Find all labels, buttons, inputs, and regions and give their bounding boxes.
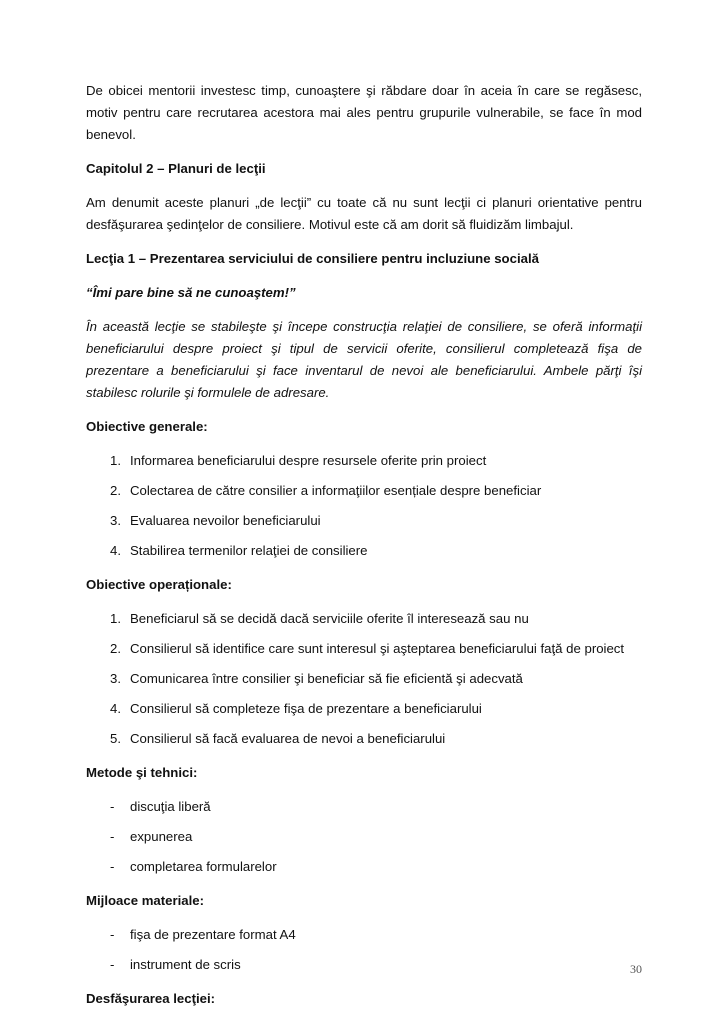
operational-objectives-list (86, 608, 642, 750)
conduct-title: Desfăşurarea lecţiei: (86, 991, 216, 1006)
list-marker: 3. (110, 513, 121, 528)
list-marker: 2. (110, 641, 121, 656)
list-item-text: completarea formularelor (130, 859, 277, 874)
list-item (86, 826, 642, 848)
list-item (86, 796, 642, 818)
methods-title: Metode şi tehnici: (86, 765, 198, 780)
list-item (86, 510, 642, 532)
materials-list (86, 924, 642, 976)
list-item (86, 668, 642, 690)
list-item (86, 954, 642, 976)
lesson-motto: “Îmi pare bine să ne cunoaştem!” (86, 285, 296, 300)
lesson-intro-paragraph: În această lecţie se stabileşte şi începe construcţia relaţiei de consiliere, se oferă informaţii beneficiarului despre proiect şi tipul de servicii oferite, consilierul completează fişa de prezentare a beneficiarului şi face inventarul de nevoi ale beneficiarului. Ambele părţi îşi stabilesc rolurile şi formulele de adresare. (86, 319, 642, 400)
list-item (86, 698, 642, 720)
general-objectives-list (86, 450, 642, 562)
materials-title: Mijloace materiale: (86, 893, 205, 908)
list-item-text: Informarea beneficiarului despre resursele oferite prin proiect (130, 453, 487, 468)
page-number: 30 (630, 962, 642, 976)
list-item (86, 728, 642, 750)
list-marker: 1. (110, 453, 121, 468)
list-item-text: fişa de prezentare format A4 (130, 927, 296, 942)
list-item (86, 608, 642, 630)
list-marker: - (110, 799, 115, 814)
list-item-text: expunerea (130, 829, 193, 844)
list-item-text: Evaluarea nevoilor beneficiarului (130, 513, 321, 528)
list-item-text: instrument de scris (130, 957, 241, 972)
methods-list (86, 796, 642, 878)
list-marker: - (110, 957, 115, 972)
list-marker: - (110, 829, 115, 844)
list-item-text: Consilierul să completeze fişa de prezentare a beneficiarului (130, 701, 482, 716)
list-item-text: Stabilirea termenilor relaţiei de consiliere (130, 543, 368, 558)
list-marker: 2. (110, 483, 121, 498)
list-item (86, 450, 642, 472)
chapter-title: Capitolul 2 – Planuri de lecţii (86, 161, 266, 176)
list-item (86, 638, 642, 660)
list-item-text: Consilierul să facă evaluarea de nevoi a beneficiarului (130, 731, 446, 746)
list-item-text: Colectarea de către consilier a informaţiilor esențiale despre beneficiar (130, 483, 542, 498)
list-marker: - (110, 859, 115, 874)
document-page (86, 80, 642, 1022)
intro-paragraph: De obicei mentorii investesc timp, cunoaştere şi răbdare doar în aceia în care se regăsesc, motiv pentru care recrutarea acestora mai ales pentru grupurile vulnerabile, se face în mod benevol. (86, 83, 642, 142)
lesson-title: Lecţia 1 – Prezentarea serviciului de consiliere pentru incluziune socială (86, 251, 539, 266)
list-item-text: Consilierul să identifice care sunt interesul şi aşteptarea beneficiarului faţă de proiect (130, 641, 625, 656)
list-item (86, 856, 642, 878)
list-marker: - (110, 927, 115, 942)
chapter-paragraph: Am denumit aceste planuri „de lecţii” cu toate că nu sunt lecţii ci planuri orientative pentru desfăşurarea şedinţelor de consiliere. Motivul este că am dorit să fluidizăm limbajul. (86, 195, 642, 232)
list-marker: 5. (110, 731, 121, 746)
list-marker: 4. (110, 543, 121, 558)
list-item (86, 924, 642, 946)
list-marker: 3. (110, 671, 121, 686)
operational-objectives-title: Obiective operaționale: (86, 577, 232, 592)
list-item (86, 540, 642, 562)
list-item-text: Beneficiarul să se decidă dacă serviciile oferite îl interesează sau nu (130, 611, 529, 626)
list-item-text: discuţia liberă (130, 799, 211, 814)
general-objectives-title: Obiective generale: (86, 419, 208, 434)
list-marker: 1. (110, 611, 121, 626)
list-item-text: Comunicarea între consilier şi beneficiar să fie eficientă şi adecvată (130, 671, 523, 686)
list-marker: 4. (110, 701, 121, 716)
list-item (86, 480, 642, 502)
